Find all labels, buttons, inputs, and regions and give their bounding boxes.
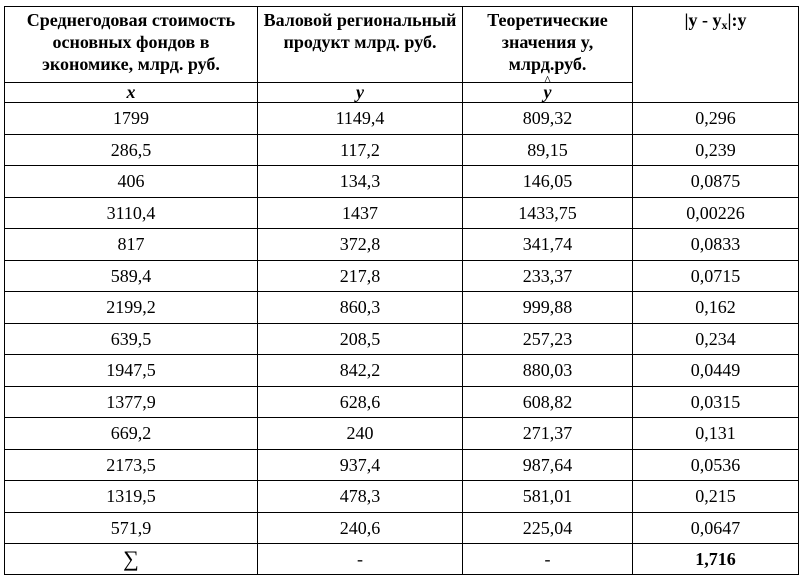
cell-theoretical-y: 146,05 xyxy=(463,166,633,198)
cell-fixed-assets: 571,9 xyxy=(5,512,258,544)
cell-fixed-assets: 2199,2 xyxy=(5,292,258,324)
cell-relative-error: 0,234 xyxy=(633,323,799,355)
cell-theoretical-y: 233,37 xyxy=(463,260,633,292)
y-hat-symbol: ^ y xyxy=(544,83,552,102)
cell-theoretical-y: 987,64 xyxy=(463,449,633,481)
variable-cell-y-hat xyxy=(463,83,633,103)
cell-theoretical-y: 581,01 xyxy=(463,481,633,513)
cell-relative-error: 0,296 xyxy=(633,103,799,135)
cell-grp: 372,8 xyxy=(258,229,463,261)
cell-relative-error: 0,162 xyxy=(633,292,799,324)
cell-theoretical-y: 341,74 xyxy=(463,229,633,261)
cell-theoretical-y: 225,04 xyxy=(463,512,633,544)
cell-theoretical-y: 999,88 xyxy=(463,292,633,324)
cell-fixed-assets: 669,2 xyxy=(5,418,258,450)
header-cell-theoretical-y: Теоретические значения y, млрд.руб. xyxy=(463,7,633,83)
table-row xyxy=(5,323,799,355)
cell-theoretical-y: 608,82 xyxy=(463,386,633,418)
cell-grp: 478,3 xyxy=(258,481,463,513)
cell-grp: 1437 xyxy=(258,197,463,229)
cell-theoretical-y: 89,15 xyxy=(463,134,633,166)
table-row xyxy=(5,166,799,198)
header-row xyxy=(5,7,799,83)
cell-relative-error: 0,0449 xyxy=(633,355,799,387)
table-row xyxy=(5,197,799,229)
sum-cell-theoretical: - xyxy=(463,544,633,575)
cell-fixed-assets: 286,5 xyxy=(5,134,258,166)
cell-relative-error: 0,0536 xyxy=(633,449,799,481)
cell-fixed-assets: 1377,9 xyxy=(5,386,258,418)
cell-theoretical-y: 880,03 xyxy=(463,355,633,387)
cell-grp: 1149,4 xyxy=(258,103,463,135)
cell-grp: 217,8 xyxy=(258,260,463,292)
sum-row xyxy=(5,544,799,575)
table-row xyxy=(5,512,799,544)
header-relative-error-suffix: |:y xyxy=(727,10,747,30)
cell-grp: 842,2 xyxy=(258,355,463,387)
cell-grp: 860,3 xyxy=(258,292,463,324)
cell-relative-error: 0,0833 xyxy=(633,229,799,261)
header-cell-relative-error xyxy=(633,7,799,103)
cell-relative-error: 0,00226 xyxy=(633,197,799,229)
cell-fixed-assets: 3110,4 xyxy=(5,197,258,229)
sum-symbol-cell: ∑ xyxy=(5,544,258,575)
cell-grp: 117,2 xyxy=(258,134,463,166)
header-relative-error-subscript: x xyxy=(721,18,728,32)
data-table xyxy=(4,6,799,575)
cell-grp: 208,5 xyxy=(258,323,463,355)
cell-relative-error: 0,0875 xyxy=(633,166,799,198)
cell-relative-error: 0,0647 xyxy=(633,512,799,544)
cell-theoretical-y: 809,32 xyxy=(463,103,633,135)
cell-fixed-assets: 589,4 xyxy=(5,260,258,292)
table-row xyxy=(5,449,799,481)
cell-relative-error: 0,0715 xyxy=(633,260,799,292)
cell-grp: 240,6 xyxy=(258,512,463,544)
header-cell-grp: Валовой региональный продукт млрд. руб. xyxy=(258,7,463,83)
cell-grp: 240 xyxy=(258,418,463,450)
table-row xyxy=(5,103,799,135)
variable-cell-y: y xyxy=(258,83,463,103)
cell-relative-error: 0,215 xyxy=(633,481,799,513)
cell-theoretical-y: 1433,75 xyxy=(463,197,633,229)
cell-relative-error: 0,239 xyxy=(633,134,799,166)
cell-grp: 628,6 xyxy=(258,386,463,418)
table-row xyxy=(5,386,799,418)
header-relative-error-prefix: |y - y xyxy=(684,10,722,30)
cell-fixed-assets: 2173,5 xyxy=(5,449,258,481)
cell-relative-error: 0,131 xyxy=(633,418,799,450)
table-row xyxy=(5,229,799,261)
table-row xyxy=(5,481,799,513)
variable-cell-x: x xyxy=(5,83,258,103)
table-row xyxy=(5,134,799,166)
header-cell-fixed-assets: Среднегодовая стоимость основных фондов в экономике, млрд. руб. xyxy=(5,7,258,83)
table-row xyxy=(5,292,799,324)
cell-theoretical-y: 271,37 xyxy=(463,418,633,450)
cell-grp: 937,4 xyxy=(258,449,463,481)
table-row xyxy=(5,260,799,292)
cell-theoretical-y: 257,23 xyxy=(463,323,633,355)
cell-fixed-assets: 406 xyxy=(5,166,258,198)
sum-cell-y: - xyxy=(258,544,463,575)
cell-grp: 134,3 xyxy=(258,166,463,198)
cell-fixed-assets: 1319,5 xyxy=(5,481,258,513)
cell-fixed-assets: 639,5 xyxy=(5,323,258,355)
cell-relative-error: 0,0315 xyxy=(633,386,799,418)
cell-fixed-assets: 1947,5 xyxy=(5,355,258,387)
cell-fixed-assets: 1799 xyxy=(5,103,258,135)
cell-fixed-assets: 817 xyxy=(5,229,258,261)
table-row xyxy=(5,418,799,450)
sum-cell-error-total: 1,716 xyxy=(633,544,799,575)
table-row xyxy=(5,355,799,387)
